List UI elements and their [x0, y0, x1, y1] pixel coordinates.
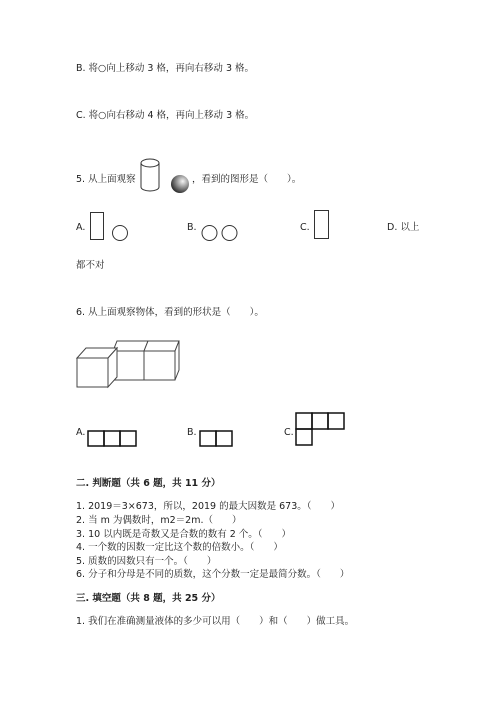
- q6-text: 6. 从上面观察物体，看到的形状是（ ）。: [76, 307, 264, 318]
- cylinder-figure: [139, 158, 161, 194]
- judgment-item-1: 1. 2019＝3×673，所以，2019 的最大因数是 673。（ ）: [76, 501, 340, 512]
- q5-option-d-continued: 都不对: [76, 260, 105, 271]
- cube-stack-figure: [76, 339, 186, 389]
- q5-option-b-label: B.: [187, 222, 197, 233]
- q5-option-c-figure: [314, 210, 332, 242]
- option-b-text: B. 将○向上移动 3 格，再向右移动 3 格。: [76, 63, 255, 74]
- judgment-item-6: 6. 分子和分母是不同的质数，这个分数一定是最简分数。（ ）: [76, 569, 350, 580]
- q5-option-b-figure: [201, 224, 241, 244]
- sphere-figure: [170, 174, 192, 196]
- judgment-item-2: 2. 当 m 为偶数时，m2＝2m.（ ）: [76, 515, 242, 526]
- fill-item-1: 1. 我们在准确测量液体的多少可以用（ ）和（ ）做工具。: [76, 616, 355, 627]
- q6-option-c-label: C.: [284, 427, 294, 438]
- q5-option-c-label: C.: [300, 222, 310, 233]
- section-2-heading: 二. 判断题（共 6 题，共 11 分）: [76, 478, 221, 489]
- section-3-heading: 三. 填空题（共 8 题，共 25 分）: [76, 593, 221, 604]
- q6-option-b-figure: [199, 430, 235, 448]
- q6-option-c-figure: [295, 412, 347, 448]
- q5-option-a-figure: [90, 212, 135, 244]
- judgment-item-4: 4. 一个数的因数一定比这个数的倍数小。（ ）: [76, 542, 283, 553]
- q6-option-a-label: A.: [76, 427, 86, 438]
- q5-lead-text: 5. 从上面观察: [76, 174, 136, 185]
- option-c-text: C. 将○向右移动 4 格，再向上移动 3 格。: [76, 110, 255, 121]
- judgment-item-3: 3. 10 以内既是奇数又是合数的数有 2 个。（ ）: [76, 529, 292, 540]
- q6-option-b-label: B.: [187, 427, 197, 438]
- q5-option-d-label: D. 以上: [387, 222, 420, 233]
- judgment-item-5: 5. 质数的因数只有一个。（ ）: [76, 556, 217, 567]
- q5-option-a-label: A.: [76, 222, 86, 233]
- q6-option-a-figure: [87, 430, 139, 448]
- q5-tail-text: ，看到的图形是（ ）。: [192, 174, 302, 185]
